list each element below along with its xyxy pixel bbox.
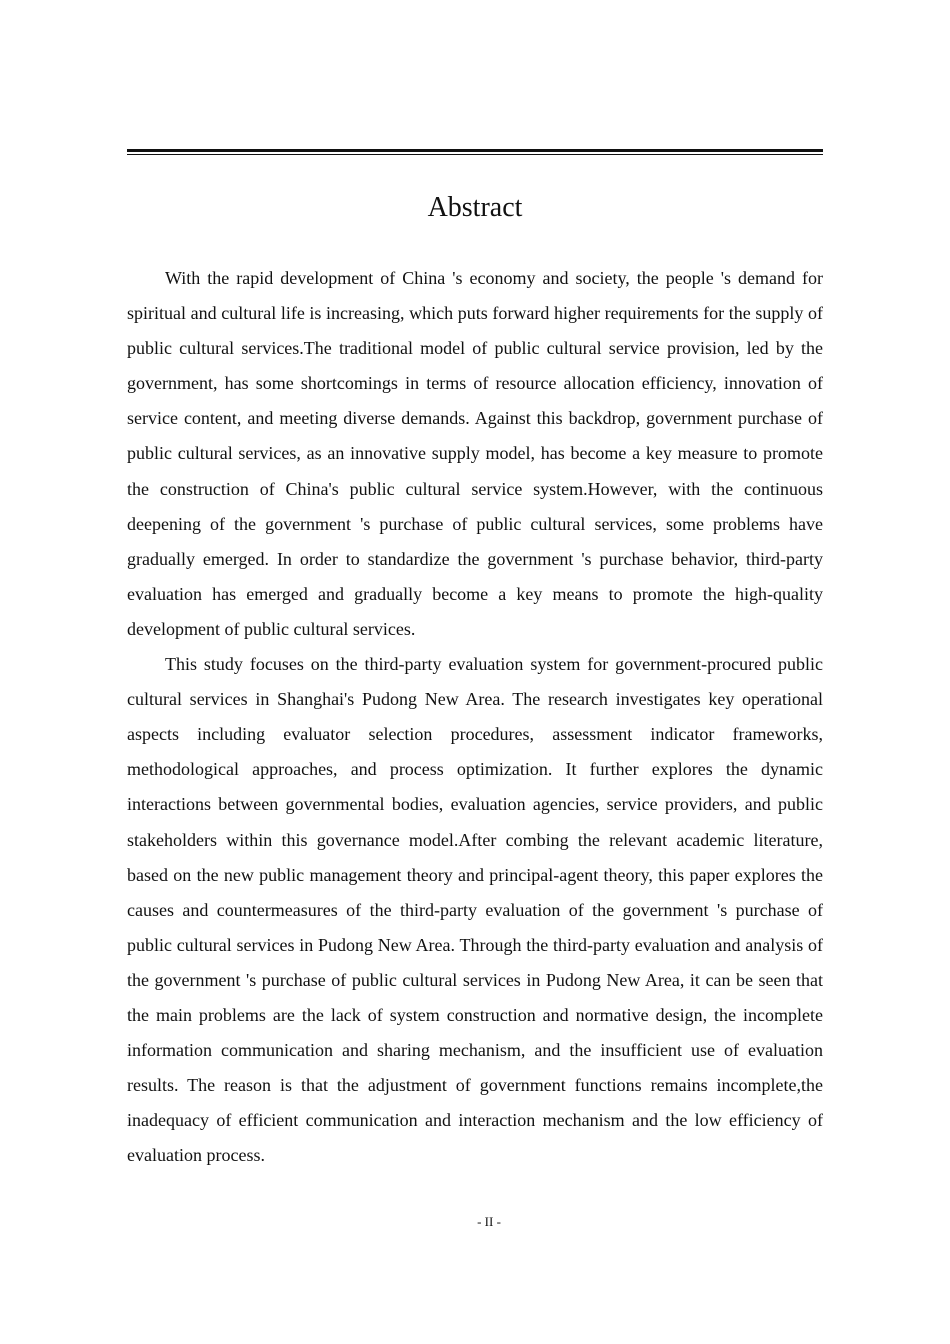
abstract-paragraph-1: With the rapid development of China 's economy and society, the people 's demand for spiritual and cultural life is increasing, which puts forward higher requirements for the supply of public cultural services.The traditional model of public cultural service provision, led by the government, has some shortcomings in terms of resource allocation efficiency, innovation of service content, and meeting diverse demands. Against this backdrop, government purchase of public cultural services, as an innovative supply model, has become a key measure to promote the construction of China's public cultural service system.However, with the continuous deepening of the government 's purchase of public cultural services, some problems have gradually emerged. In order to standardize the government 's purchase behavior, third-party evaluation has emerged and gradually become a key means to promote the high-quality development of public cultural services. — [127, 268, 823, 639]
page-number: - II - — [477, 1214, 501, 1229]
header-rule-thick-line — [127, 149, 823, 152]
page-title: Abstract — [427, 192, 523, 223]
abstract-body — [127, 261, 823, 1173]
abstract-paragraph-2: This study focuses on the third-party evaluation system for government-procured public cultural services in Shanghai's Pudong New Area. The research investigates key operational aspects including evaluator selection procedures, assessment indicator frameworks, methodological approaches, and process optimization. It further explores the dynamic interactions between governmental bodies, evaluation agencies, service providers, and public stakeholders within this governance model.After combing the relevant academic literature, based on the new public management theory and principal-agent theory, this paper explores the causes and countermeasures of the third-party evaluation of the government 's purchase of public cultural services in Pudong New Area. Through the third-party evaluation and analysis of the government 's purchase of public cultural services in Pudong New Area, it can be seen that the main problems are the lack of system construction and normative design, the incomplete information communication and sharing mechanism, and the insufficient use of evaluation results. The reason is that the adjustment of government functions remains incomplete,the inadequacy of efficient communication and interaction mechanism and the low efficiency of evaluation process. — [127, 654, 823, 1166]
header-double-rule — [127, 149, 823, 155]
header-rule-thin-line — [127, 154, 823, 155]
